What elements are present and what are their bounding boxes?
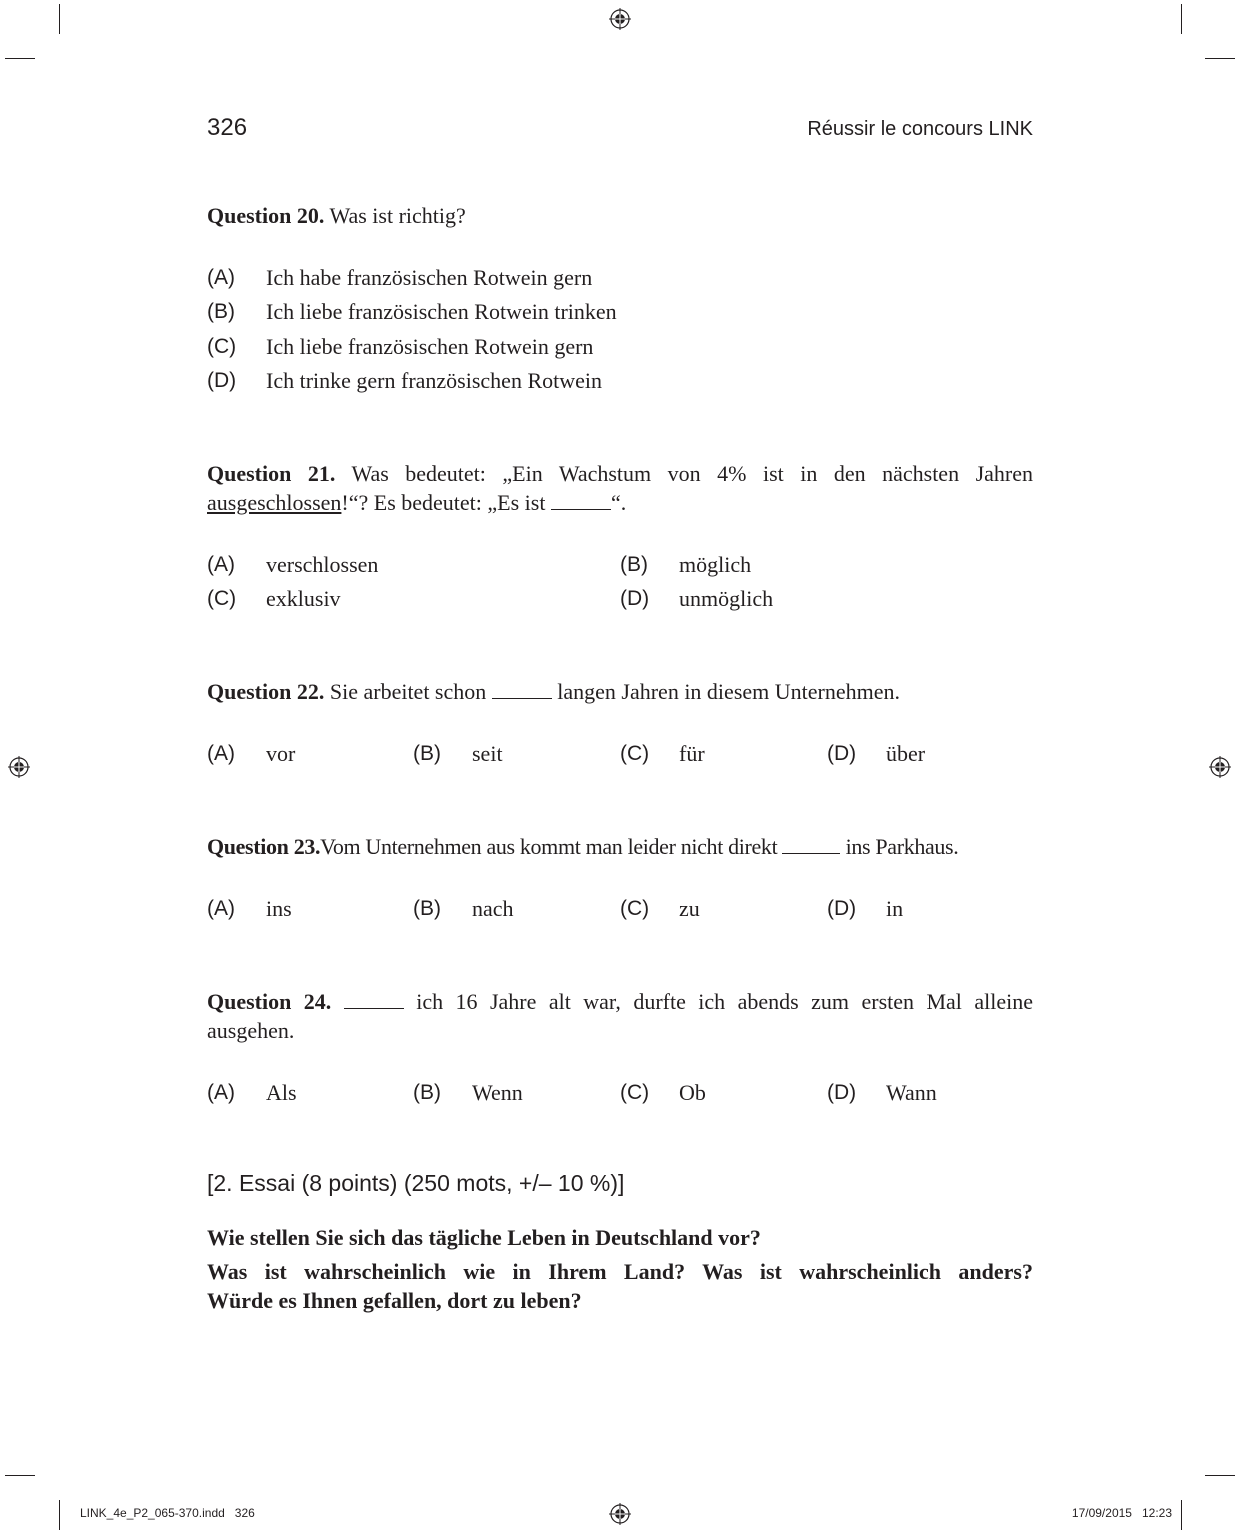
question-label: Question 21. [207, 461, 336, 486]
option-key: (B) [620, 553, 648, 576]
option-key: (B) [413, 742, 441, 765]
option-text: Ich liebe französischen Rotwein gern [266, 334, 594, 359]
underlined-word: ausgeschlossen [207, 490, 342, 515]
option-key: (D) [207, 369, 237, 392]
option-text: vor [266, 741, 296, 766]
essay-question-line2: Was ist wahrscheinlich wie in Ihrem Land? Was ist wahrscheinlich anders? [207, 1259, 1033, 1284]
question-text: Was ist richtig? [329, 203, 466, 228]
option-text: möglich [679, 552, 752, 577]
option-key: (A) [207, 266, 235, 289]
registration-mark-icon [8, 756, 30, 778]
crop-mark [59, 1500, 60, 1530]
answer-blank [492, 680, 552, 699]
option-key: (B) [207, 300, 235, 323]
crop-mark [1205, 58, 1235, 59]
question-text-end: “. [610, 490, 627, 515]
option-text: Ob [679, 1080, 706, 1105]
option-text: seit [472, 741, 503, 766]
question-label: Question 23. [207, 834, 321, 859]
option-key: (D) [827, 742, 857, 765]
question-23 [207, 832, 1033, 861]
crop-mark [1181, 4, 1182, 34]
option-key: (A) [207, 1081, 235, 1104]
question-text: ins Parkhaus. [845, 834, 959, 859]
registration-mark-icon [609, 1503, 631, 1525]
question-text: langen Jahren in diesem Unternehmen. [557, 679, 900, 704]
question-24 [207, 987, 1033, 1016]
option-key: (A) [207, 742, 235, 765]
running-title: Réussir le concours LINK [807, 118, 1033, 140]
option-text: über [886, 741, 926, 766]
option-key: (C) [620, 1081, 650, 1104]
answer-blank [551, 491, 611, 510]
option-key: (C) [620, 897, 650, 920]
option-text: in [886, 896, 904, 921]
option-text: Ich trinke gern französischen Rotwein [266, 368, 602, 393]
option-key: (A) [207, 897, 235, 920]
option-key: (A) [207, 553, 235, 576]
essay-question-line1: Wie stellen Sie sich das tägliche Leben in Deutschland vor? [207, 1225, 761, 1250]
footer-datetime: 17/09/2015 12:23 [1071, 1506, 1172, 1520]
option-text: unmöglich [679, 586, 774, 611]
crop-mark [1181, 1500, 1182, 1530]
option-text: Ich habe französischen Rotwein gern [266, 265, 593, 290]
question-20 [207, 201, 1033, 230]
option-text: Ich liebe französischen Rotwein trinken [266, 299, 617, 324]
option-text: nach [472, 896, 514, 921]
question-24-line2: ausgehen. [207, 1018, 295, 1043]
question-21-line2 [207, 488, 1033, 517]
question-text: Sie arbeitet schon [329, 679, 487, 704]
page-number: 326 [207, 114, 248, 141]
crop-mark [5, 1475, 35, 1476]
answer-blank [344, 990, 404, 1009]
option-text: für [679, 741, 705, 766]
option-key: (D) [620, 587, 650, 610]
option-text: ins [266, 896, 292, 921]
question-label: Question 20. [207, 203, 325, 228]
question-label: Question 22. [207, 679, 325, 704]
essay-heading: [2. Essai (8 points) (250 mots, +/– 10 %)] [207, 1170, 625, 1196]
registration-mark-icon [609, 8, 631, 30]
option-text: exklusiv [266, 586, 341, 611]
option-key: (D) [827, 897, 857, 920]
option-text: Wenn [472, 1080, 523, 1105]
question-22 [207, 677, 1033, 706]
question-text: ich 16 Jahre alt war, durfte ich abends zum ersten Mal alleine [416, 989, 1033, 1014]
question-text: Was bedeutet: „Ein Wachstum von 4% ist in den nächsten Jahren [351, 461, 1033, 486]
option-key: (C) [620, 742, 650, 765]
option-key: (B) [413, 1081, 441, 1104]
option-key: (D) [827, 1081, 857, 1104]
essay-question-line3: Würde es Ihnen gefallen, dort zu leben? [207, 1288, 582, 1313]
option-key: (C) [207, 335, 237, 358]
option-text: Wann [886, 1080, 937, 1105]
option-text: Als [266, 1080, 297, 1105]
registration-mark-icon [1209, 756, 1231, 778]
option-text: verschlossen [266, 552, 379, 577]
crop-mark [5, 58, 35, 59]
question-text: Vom Unternehmen aus kommt man leider nicht direkt [320, 834, 778, 859]
footer-file-slug: LINK_4e_P2_065-370.indd 326 [80, 1506, 255, 1520]
option-key: (B) [413, 897, 441, 920]
crop-mark [59, 4, 60, 34]
crop-mark [1205, 1475, 1235, 1476]
answer-blank [782, 835, 840, 854]
option-key: (C) [207, 587, 237, 610]
question-21 [207, 459, 1033, 488]
question-label: Question 24. [207, 989, 332, 1014]
question-text: !“? Es bedeutet: „Es ist [341, 490, 546, 515]
option-text: zu [679, 896, 700, 921]
